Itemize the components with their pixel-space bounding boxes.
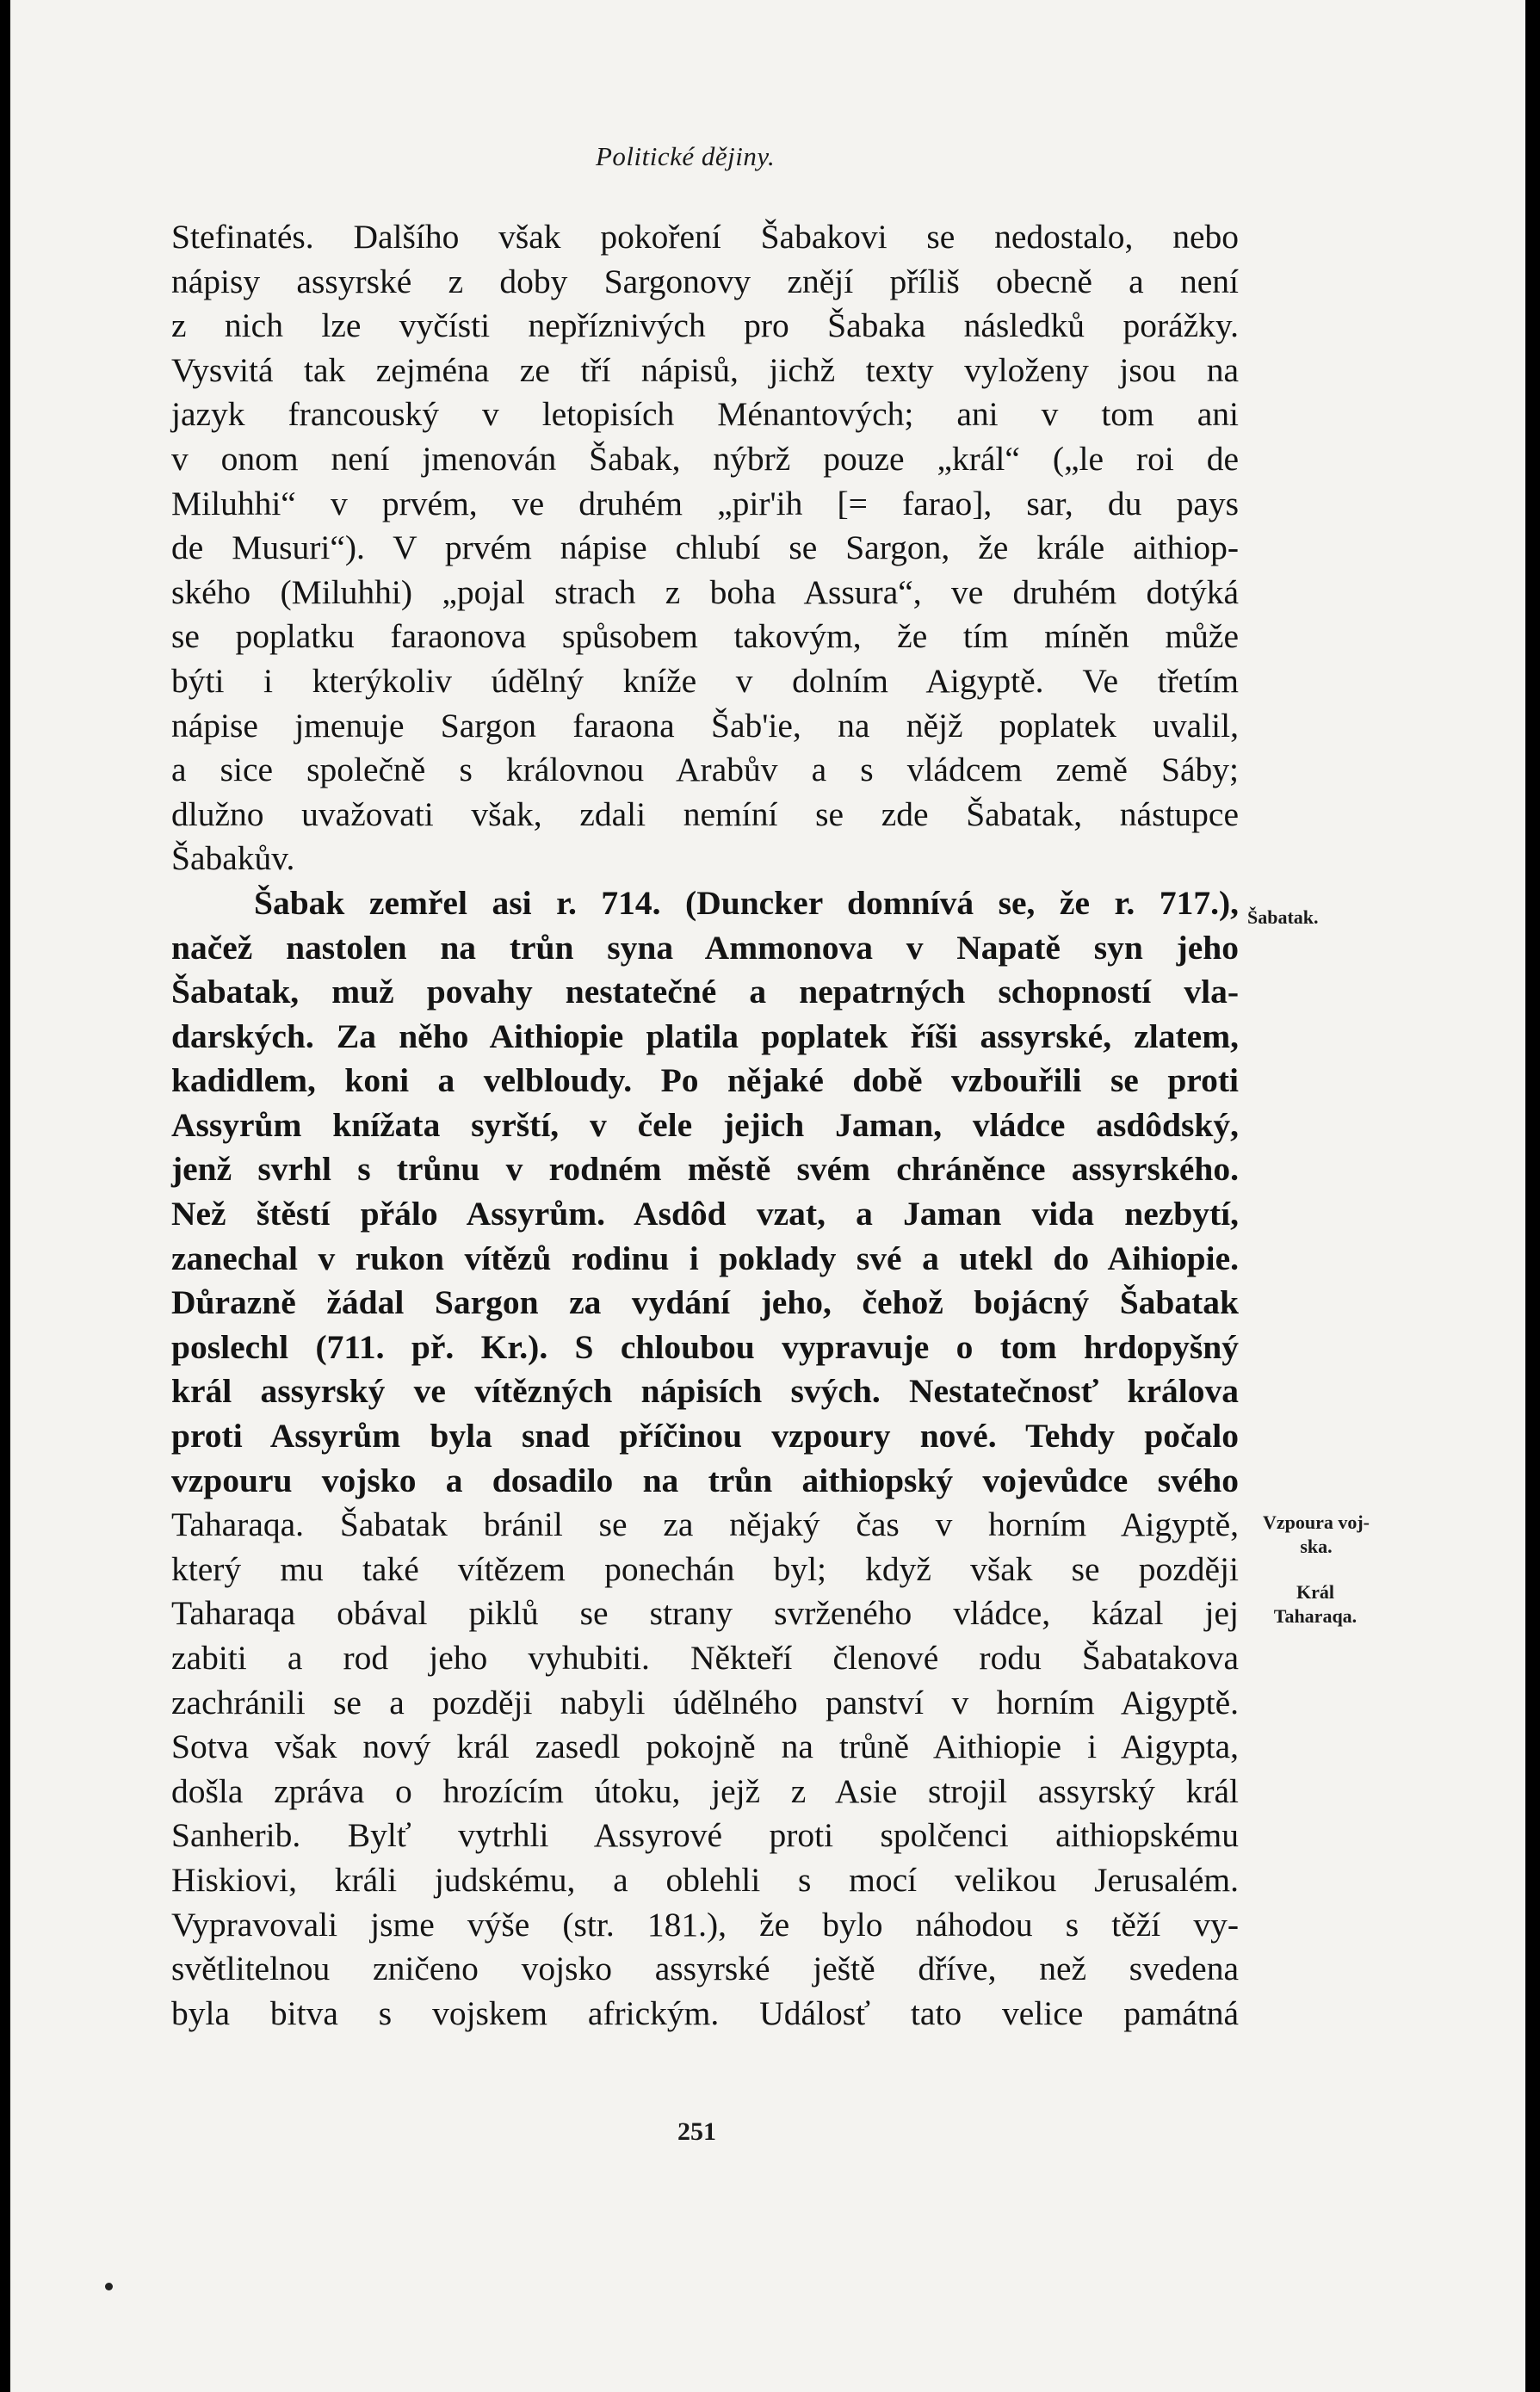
text-line: jazyk francouský v letopisích Ménantových; ani v tom ani [171,395,1239,434]
text-line: Miluhhi“ v prvém, ve druhém „pir'ih [= farao], sar, du pays [171,484,1239,522]
margin-note-vzpoura-line2: ska. [1300,1536,1333,1557]
text-line: král assyrský ve vítězných nápisích svých. Nestatečnosť králova [171,1372,1239,1411]
text-line: zabiti a rod jeho vyhubiti. Někteří členové rodu Šabatakova [171,1639,1239,1677]
text-line: Taharaqa obával piklů se strany svrženého vládce, kázal jej [171,1594,1239,1633]
scanned-page [10,0,1525,2392]
text-line: býti i kterýkoliv údělný kníže v dolním Aigyptě. Ve třetím [171,661,1239,700]
text-line: dlužno uvažovati však, zdali nemíní se zde Šabatak, nástupce [171,794,1239,833]
text-line: poslechl (711. př. Kr.). S chloubou vypravuje o tom hrdopyšný [171,1327,1239,1366]
text-line: kadidlem, koni a velbloudy. Po nějaké době vzbouřili se proti [171,1061,1239,1100]
body-text [171,215,1239,2036]
text-line: Vysvitá tak zejména ze tří nápisů, jichž texty vyloženy jsou na [171,350,1239,389]
text-line: Hiskiovi, králi judskému, a oblehli s mocí velikou Jerusalém. [171,1860,1239,1899]
text-line: došla zpráva o hrozícím útoku, jejž z Asie strojil assyrský král [171,1771,1239,1810]
text-line: který mu také vítězem ponechán byl; když však se později [171,1549,1239,1588]
text-line: zachránili se a později nabyli údělného panství v horním Aigyptě. [171,1683,1239,1721]
margin-note-vzpoura [1234,1511,1398,1559]
text-line: Sanherib. Bylť vytrhli Assyrové proti spolčenci aithiopskému [171,1816,1239,1855]
text-line: Vypravovali jsme výše (str. 181.), že bylo náhodou s těží vy- [171,1905,1239,1944]
ink-dot [105,2283,113,2290]
text-line: de Musuri“). V prvém nápise chlubí se Sargon, že krále aithiop- [171,528,1239,567]
text-line: Šabak zemřel asi r. 714. (Duncker domnívá se, že r. 717.), [254,883,1239,922]
text-line: se poplatku faraonova spůsobem takovým, že tím míněn může [171,617,1239,656]
text-line: Assyrům knížata syrští, v čele jejich Jaman, vládce asdôdský, [171,1105,1239,1144]
text-line: jenž svrhl s trůnu v rodném městě svém chráněnce assyrského. [171,1150,1239,1189]
margin-note-kral-taharaqa [1255,1580,1376,1629]
text-line: nápise jmenuje Sargon faraona Šab'ie, na nějž poplatek uvalil, [171,706,1239,745]
text-line: vzpouru vojsko a dosadilo na trůn aithiopský vojevůdce svého [171,1461,1239,1499]
page-number: 251 [677,2117,716,2146]
text-line: Než štěstí přálo Assyrům. Asdôd vzat, a Jaman vida nezbytí, [171,1195,1239,1233]
text-line: zanechal v rukon vítězů rodinu i poklady své a utekl do Aihiopie. [171,1239,1239,1277]
text-line: proti Assyrům byla snad příčinou vzpoury nové. Tehdy počalo [171,1417,1239,1456]
text-line: darských. Za něho Aithiopie platila poplatek říši assyrské, zlatem, [171,1017,1239,1055]
text-line: byla bitva s vojskem africkým. Událosť tato velice památná [171,1993,1239,2032]
text-line: Stefinatés. Dalšího však pokoření Šabakovi se nedostalo, nebo [171,218,1239,256]
running-head: Politické dějiny. [596,141,776,171]
margin-note-kral-line1: Král [1296,1581,1334,1603]
text-line: Sotva však nový král zasedl pokojně na trůně Aithiopie i Aigypta, [171,1728,1239,1766]
text-line: světlitelnou zničeno vojsko assyrské ještě dříve, než svedena [171,1950,1239,1988]
margin-note-sabatak: Šabatak. [1247,906,1319,928]
text-line: Šabakův. [171,839,295,878]
text-line: v onom není jmenován Šabak, nýbrž pouze „král“ („le roi de [171,439,1239,478]
text-line: nápisy assyrské z doby Sargonovy znějí příliš obecně a není [171,262,1239,300]
text-line: Šabatak, muž povahy nestatečné a nepatrných schopností vla- [171,973,1239,1011]
margin-note-kral-line2: Taharaqa. [1273,1605,1358,1627]
text-line: ského (Miluhhi) „pojal strach z boha Assura“, ve druhém dotýká [171,572,1239,611]
text-line: z nich lze vyčísti nepříznivých pro Šabaka následků porážky. [171,306,1239,345]
text-line: Taharaqa. Šabatak bránil se za nějaký čas v horním Aigyptě, [171,1505,1239,1544]
text-line: Důrazně žádal Sargon za vydání jeho, čehož bojácný Šabatak [171,1283,1239,1322]
text-line: načež nastolen na trůn syna Ammonova v Napatě syn jeho [171,928,1239,967]
text-line: a sice společně s královnou Arabův a s vládcem země Sáby; [171,751,1239,789]
margin-note-vzpoura-line1: Vzpoura voj- [1262,1511,1370,1533]
